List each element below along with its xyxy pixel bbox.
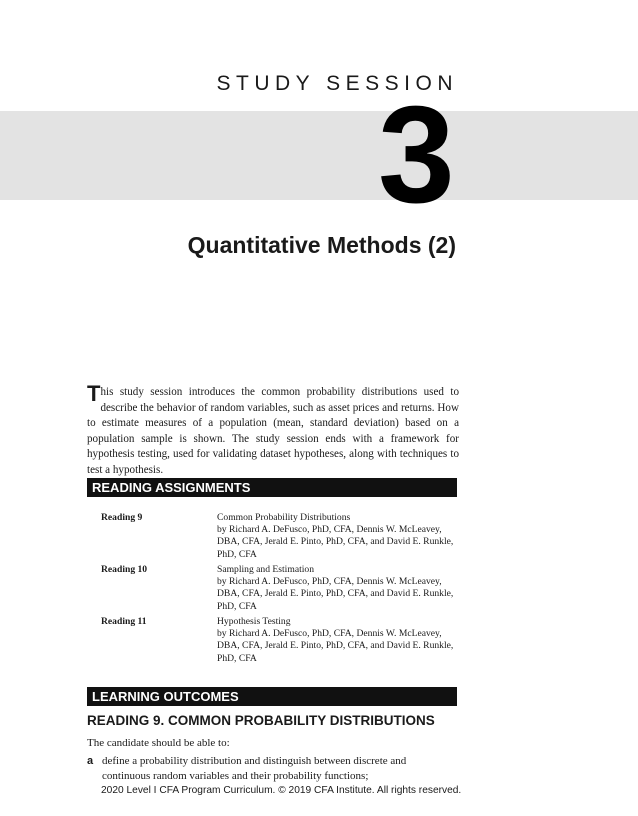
reading-label: Reading 11 xyxy=(101,616,147,627)
intro-paragraph xyxy=(87,381,459,478)
footer-copyright: 2020 Level I CFA Program Curriculum. © 2019 CFA Institute. All rights reserved. xyxy=(101,785,462,796)
outcome-letter: a xyxy=(87,755,94,767)
drop-cap: T xyxy=(87,381,101,406)
study-session-label: STUDY SESSION xyxy=(216,72,458,95)
reading-title: Hypothesis Testing xyxy=(217,616,291,627)
intro-text: his study session introduces the common probability distributions used to describe the behavior of random variables, such as asset prices and returns. How to estimate measures of a population (mean, standard deviation) based on a population sample is shown. The study session ends with a framework for hypothesis testing, used for validating dataset hypotheses, along with techniques to test a hypothesis. xyxy=(87,386,459,476)
learning-outcomes-heading: LEARNING OUTCOMES xyxy=(87,687,457,706)
reading-title: Sampling and Estimation xyxy=(217,564,314,575)
reading-title: Common Probability Distributions xyxy=(217,512,351,523)
session-number: 3 xyxy=(378,78,455,232)
reading-label: Reading 10 xyxy=(101,564,148,575)
page-title: Quantitative Methods (2) xyxy=(187,232,456,258)
outcome-text: define a probability distribution and distinguish between discrete and continuous random variables and their probability functions; xyxy=(102,755,407,782)
candidate-intro: The candidate should be able to: xyxy=(87,737,230,749)
reading-authors: by Richard A. DeFusco, PhD, CFA, Dennis W. McLeavey, DBA, CFA, Jerald E. Pinto, PhD, CFA, and David E. Runkle, PhD, CFA xyxy=(217,628,454,664)
reading-assignments-heading: READING ASSIGNMENTS xyxy=(87,478,457,497)
reading-authors: by Richard A. DeFusco, PhD, CFA, Dennis W. McLeavey, DBA, CFA, Jerald E. Pinto, PhD, CFA, and David E. Runkle, PhD, CFA xyxy=(217,524,454,560)
reading-authors: by Richard A. DeFusco, PhD, CFA, Dennis W. McLeavey, DBA, CFA, Jerald E. Pinto, PhD, CFA, and David E. Runkle, PhD, CFA xyxy=(217,576,454,612)
reading-label: Reading 9 xyxy=(101,512,143,523)
header-band xyxy=(0,111,638,200)
reading-9-heading: READING 9. COMMON PROBABILITY DISTRIBUTIONS xyxy=(87,713,435,728)
